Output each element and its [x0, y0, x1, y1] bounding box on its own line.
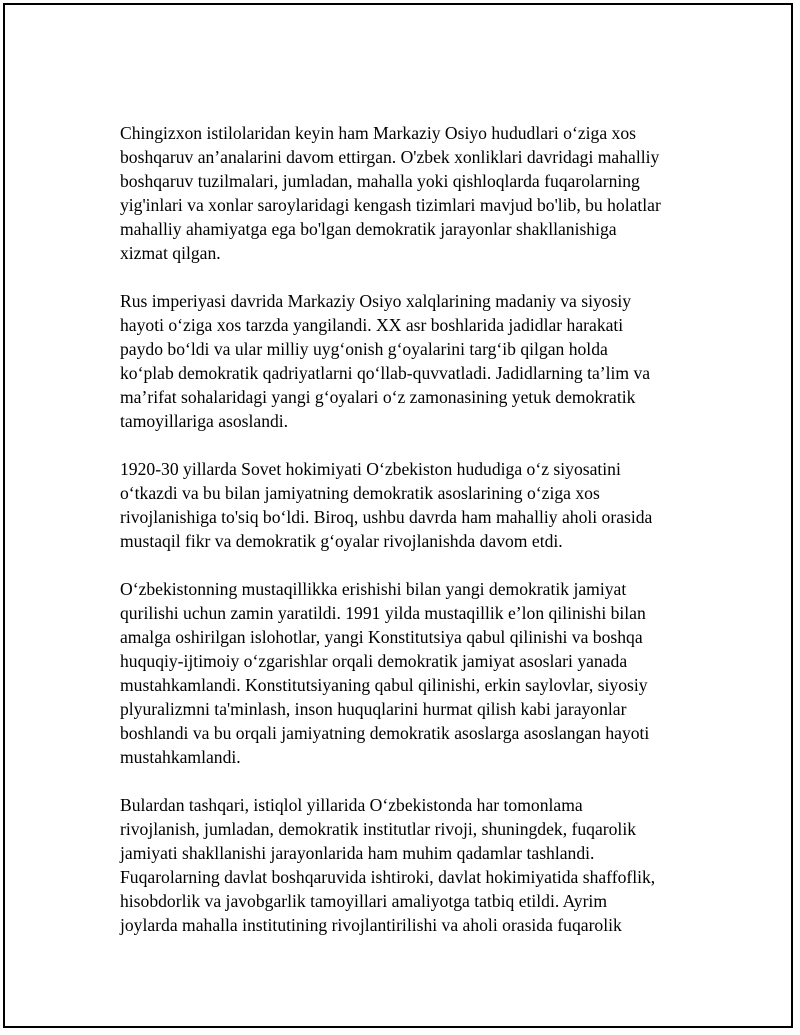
text-line: paydo bo‘ldi va ular milliy uyg‘onish g‘oyalarini targ‘ib qilgan holda: [120, 339, 608, 359]
text-line: tamoyillariga asoslandi.: [120, 411, 289, 431]
text-line: hayoti o‘ziga xos tarzda yangilandi. XX asr boshlarida jadidlar harakati: [120, 315, 624, 335]
text-line: huquqiy-ijtimoiy o‘zgarishlar orqali demokratik jamiyat asoslari yanada: [120, 651, 628, 671]
document-page: [3, 3, 793, 1028]
text-line: 1920-30 yillarda Sovet hokimiyati O‘zbekiston hududiga o‘z siyosatini: [120, 459, 621, 479]
paragraph: [120, 577, 690, 769]
text-line: qurilishi uchun zamin yaratildi. 1991 yilda mustaqillik e’lon qilinishi bilan: [120, 603, 646, 623]
paragraph: [120, 121, 690, 265]
text-line: mustahkamlandi. Konstitutsiyaning qabul qilinishi, erkin saylovlar, siyosiy: [120, 675, 648, 695]
text-line: plyuralizmni ta'minlash, inson huquqlarini hurmat qilish kabi jarayonlar: [120, 699, 627, 719]
text-line: jamiyati shakllanishi jarayonlarida ham muhim qadamlar tashlandi.: [120, 843, 595, 863]
paragraph: [120, 289, 690, 433]
text-line: Fuqarolarning davlat boshqaruvida ishtiroki, davlat hokimiyatida shaffoflik,: [120, 867, 656, 887]
text-line: joylarda mahalla institutining rivojlantirilishi va aholi orasida fuqarolik: [120, 915, 622, 935]
text-line: Rus imperiyasi davrida Markaziy Osiyo xalqlarining madaniy va siyosiy: [120, 291, 632, 311]
paragraph: [120, 793, 690, 937]
text-line: o‘tkazdi va bu bilan jamiyatning demokratik asoslarining o‘ziga xos: [120, 483, 600, 503]
text-line: mahalliy ahamiyatga ega bo'lgan demokratik jarayonlar shakllanishiga: [120, 219, 617, 239]
text-line: rivojlanishiga to'siq bo‘ldi. Biroq, ushbu davrda ham mahalliy aholi orasida: [120, 507, 653, 527]
text-line: O‘zbekistonning mustaqillikka erishishi bilan yangi demokratik jamiyat: [120, 579, 627, 599]
text-line: boshlandi va bu orqali jamiyatning demokratik asoslarga asoslangan hayoti: [120, 723, 650, 743]
paragraph: [120, 457, 690, 553]
text-line: yig'inlari va xonlar saroylaridagi kengash tizimlari mavjud bo'lib, bu holatlar: [120, 195, 661, 215]
text-line: amalga oshirilgan islohotlar, yangi Konstitutsiya qabul qilinishi va boshqa: [120, 627, 643, 647]
text-line: boshqaruv an’analarini davom ettirgan. O'zbek xonliklari davridagi mahalliy: [120, 147, 660, 167]
text-line: ko‘plab demokratik qadriyatlarni qo‘llab-quvvatladi. Jadidlarning ta’lim va: [120, 363, 651, 383]
text-line: hisobdorlik va javobgarlik tamoyillari amaliyotga tatbiq etildi. Ayrim: [120, 891, 608, 911]
text-line: Chingizxon istilolaridan keyin ham Markaziy Osiyo hududlari o‘ziga xos: [120, 123, 636, 143]
text-line: mustaqil fikr va demokratik g‘oyalar rivojlanishda davom etdi.: [120, 531, 563, 551]
text-line: mustahkamlandi.: [120, 747, 241, 767]
text-line: xizmat qilgan.: [120, 243, 221, 263]
text-line: Bulardan tashqari, istiqlol yillarida O‘zbekistonda har tomonlama: [120, 795, 583, 815]
document-body: [120, 121, 690, 961]
text-line: boshqaruv tuzilmalari, jumladan, mahalla yoki qishloqlarda fuqarolarning: [120, 171, 640, 191]
text-line: rivojlanish, jumladan, demokratik institutlar rivoji, shuningdek, fuqarolik: [120, 819, 637, 839]
text-line: ma’rifat sohalaridagi yangi g‘oyalari o‘z zamonasining yetuk demokratik: [120, 387, 636, 407]
